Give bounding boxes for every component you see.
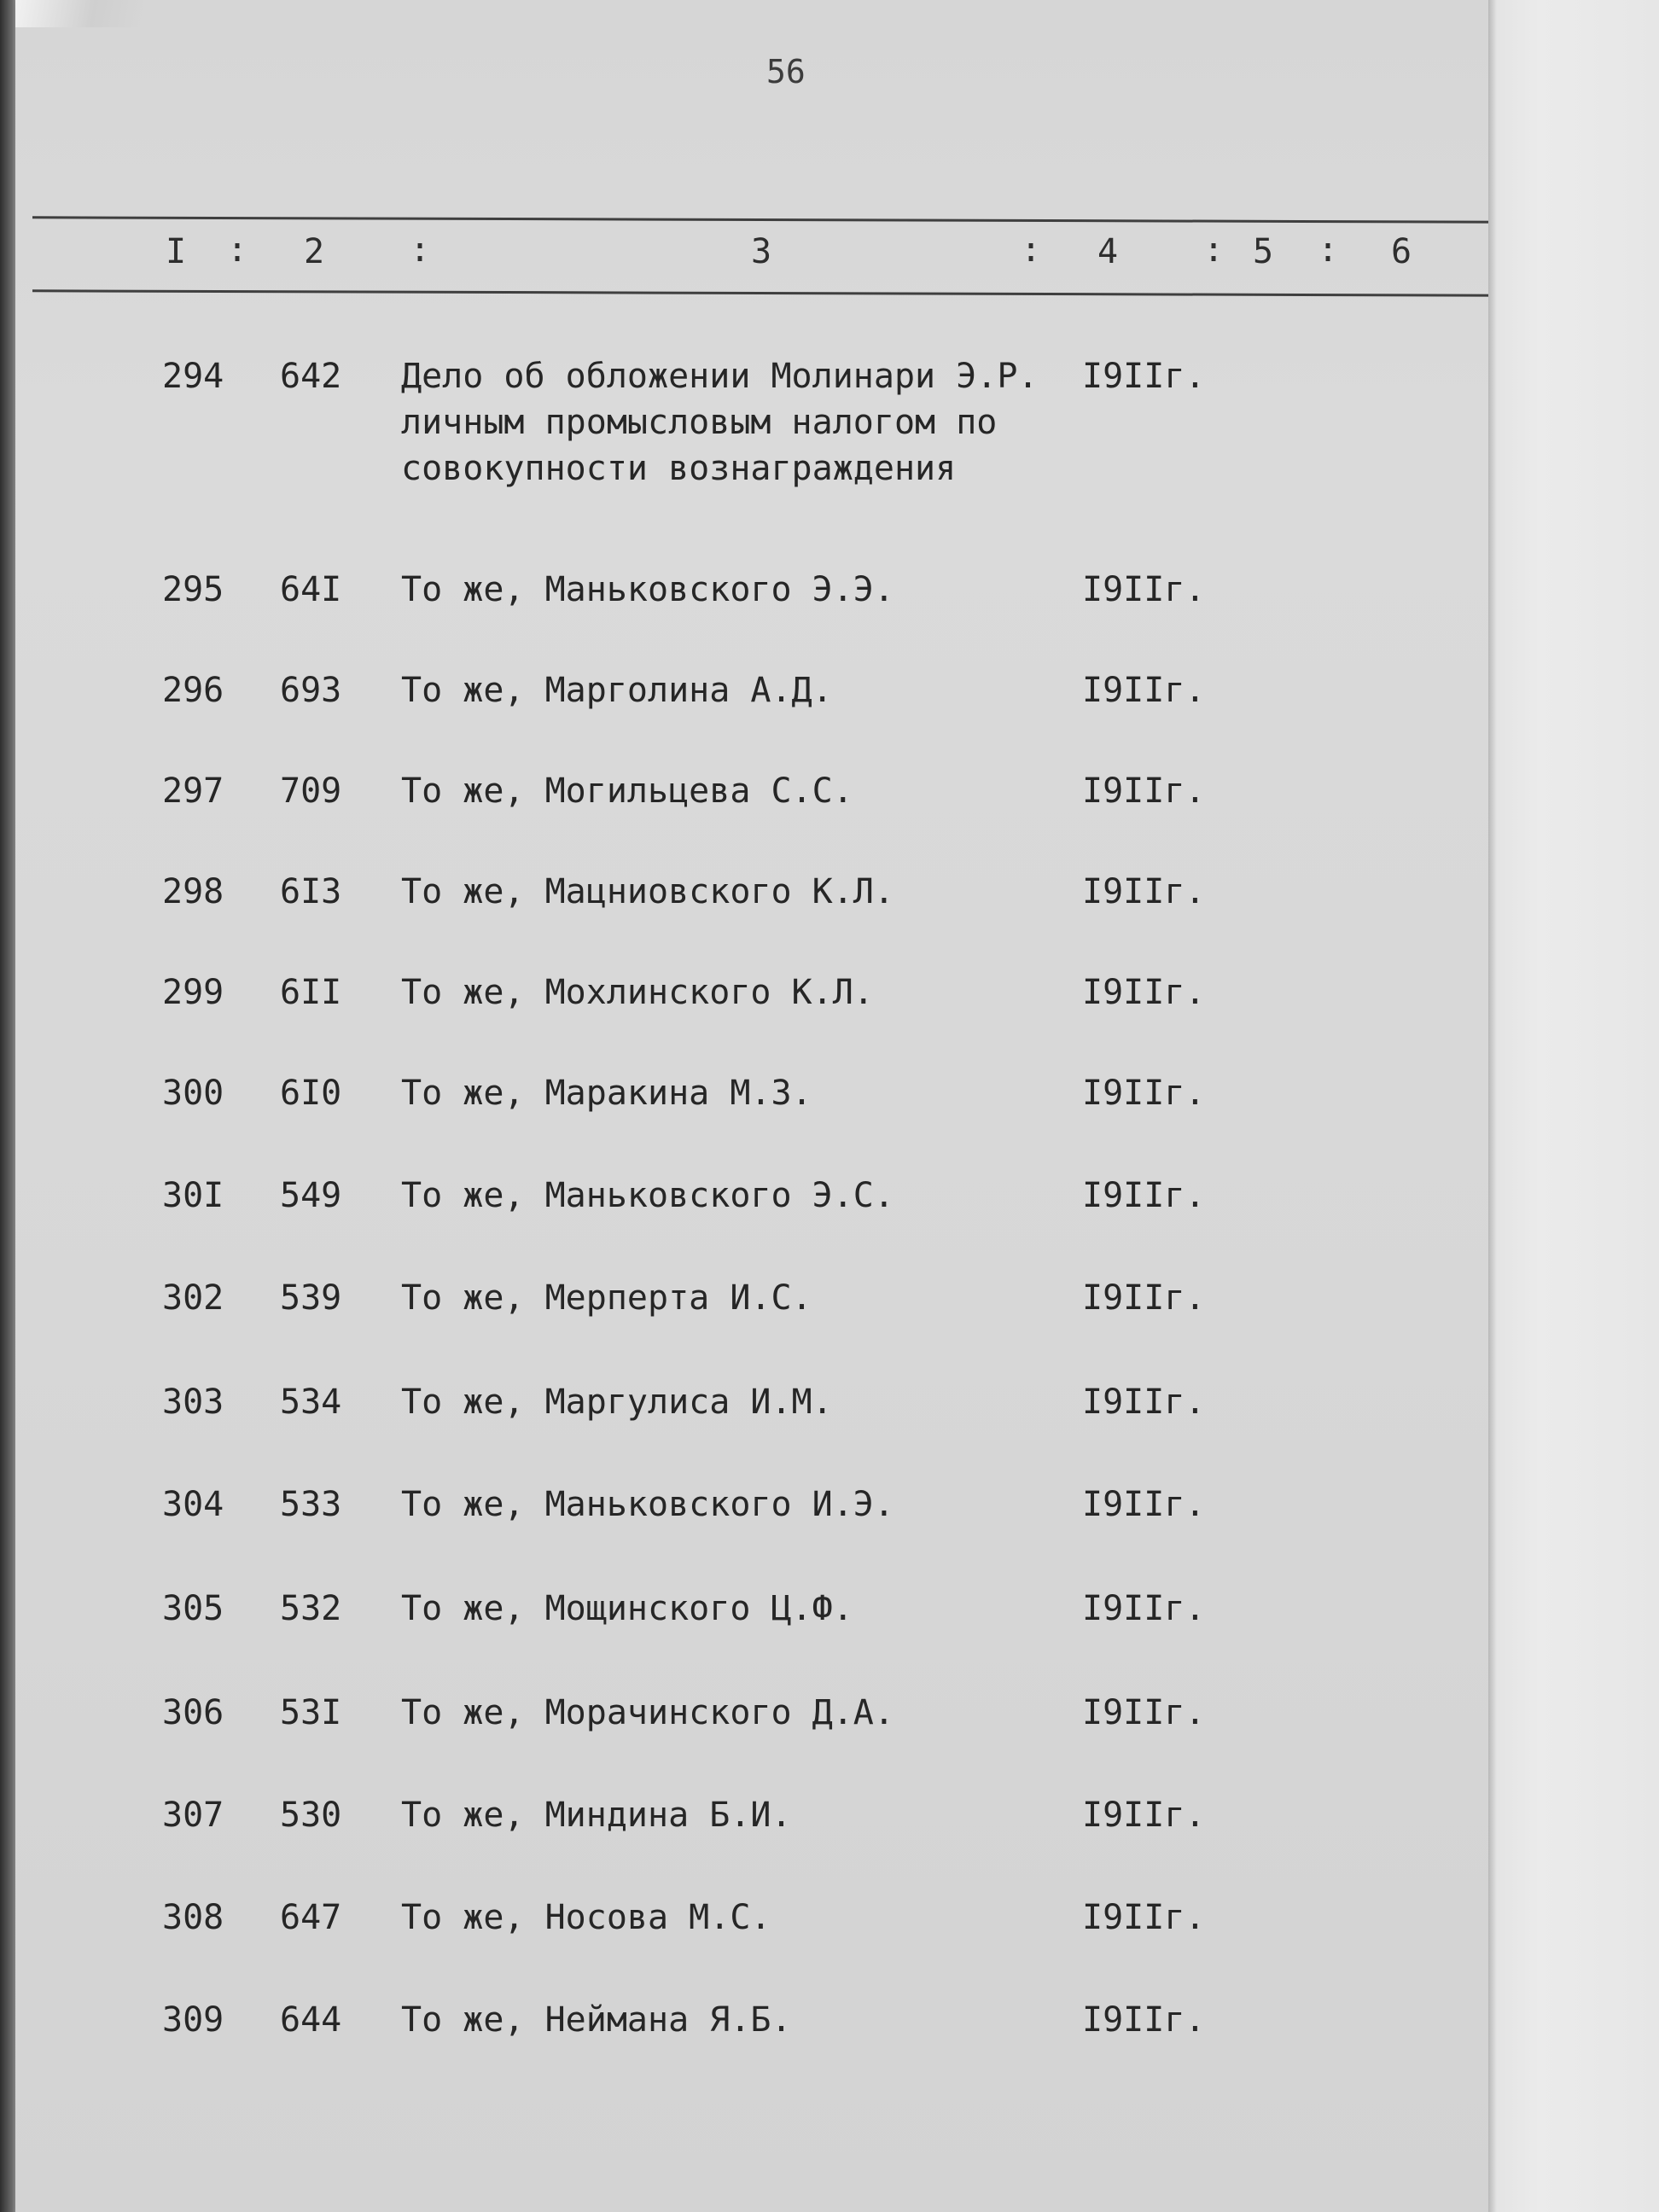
- case-number: 534: [280, 1382, 342, 1422]
- folded-corner: [15, 0, 143, 27]
- case-title: То же, Маньковского И.Э.: [401, 1485, 894, 1524]
- case-title: То же, Могильцева С.С.: [401, 771, 853, 811]
- case-title: То же, Мохлинского К.Л.: [401, 973, 874, 1012]
- column-separator: :: [1318, 230, 1339, 270]
- case-title: То же, Маргулиса И.М.: [401, 1382, 833, 1422]
- case-number: 647: [280, 1898, 342, 1937]
- row-number: 309: [162, 2000, 224, 2040]
- column-header-1: I: [166, 232, 187, 271]
- case-title: То же, Морачинского Д.А.: [401, 1693, 894, 1732]
- case-year: I9IIг.: [1082, 771, 1206, 811]
- page-number: 56: [766, 53, 806, 90]
- row-number: 30I: [162, 1176, 224, 1215]
- row-number: 302: [162, 1278, 224, 1318]
- row-number: 294: [162, 357, 224, 396]
- case-year: I9IIг.: [1082, 357, 1206, 396]
- case-number: 539: [280, 1278, 342, 1318]
- header-bottom-rule: [32, 289, 1504, 296]
- case-title: Дело об обложении Молинари Э.Р. личным промысловым налогом по совокупности вознаграждения: [401, 357, 1039, 488]
- case-year: I9IIг.: [1082, 973, 1206, 1012]
- row-number: 306: [162, 1693, 224, 1732]
- case-number: 644: [280, 2000, 342, 2040]
- column-header-5: 5: [1253, 232, 1274, 271]
- column-separator: :: [410, 230, 431, 270]
- case-year: I9IIг.: [1082, 1278, 1206, 1318]
- column-header-2: 2: [304, 232, 325, 271]
- header-top-rule: [32, 216, 1504, 223]
- case-number: 642: [280, 357, 342, 396]
- case-number: 64I: [280, 570, 342, 609]
- case-number: 549: [280, 1176, 342, 1215]
- case-year: I9IIг.: [1082, 872, 1206, 911]
- case-title: То же, Миндина Б.И.: [401, 1796, 792, 1835]
- row-number: 299: [162, 973, 224, 1012]
- row-number: 298: [162, 872, 224, 911]
- case-number: 53I: [280, 1693, 342, 1732]
- case-title: То же, Маракина М.З.: [401, 1074, 812, 1113]
- case-year: I9IIг.: [1082, 1074, 1206, 1113]
- case-year: I9IIг.: [1082, 570, 1206, 609]
- row-number: 300: [162, 1074, 224, 1113]
- row-number: 304: [162, 1485, 224, 1524]
- case-number: 533: [280, 1485, 342, 1524]
- column-separator: :: [227, 230, 248, 270]
- case-year: I9IIг.: [1082, 671, 1206, 710]
- case-title: То же, Маньковского Э.Э.: [401, 570, 894, 609]
- case-number: 532: [280, 1589, 342, 1628]
- case-year: I9IIг.: [1082, 1382, 1206, 1422]
- page-edge-margin: [1488, 0, 1659, 2212]
- column-separator: :: [1203, 230, 1225, 270]
- row-number: 308: [162, 1898, 224, 1937]
- case-title: То же, Неймана Я.Б.: [401, 2000, 792, 2040]
- case-year: I9IIг.: [1082, 2000, 1206, 2040]
- case-year: I9IIг.: [1082, 1485, 1206, 1524]
- row-number: 297: [162, 771, 224, 811]
- case-title: То же, Маньковского Э.С.: [401, 1176, 894, 1215]
- column-separator: :: [1021, 230, 1042, 270]
- case-number: 6I0: [280, 1074, 342, 1113]
- row-number: 305: [162, 1589, 224, 1628]
- case-title: То же, Носова М.С.: [401, 1898, 771, 1937]
- case-number: 530: [280, 1796, 342, 1835]
- case-number: 709: [280, 771, 342, 811]
- column-header-3: 3: [751, 232, 772, 271]
- row-number: 303: [162, 1382, 224, 1422]
- case-number: 6I3: [280, 872, 342, 911]
- case-number: 693: [280, 671, 342, 710]
- case-title: То же, Марголина А.Д.: [401, 671, 833, 710]
- row-number: 296: [162, 671, 224, 710]
- row-number: 307: [162, 1796, 224, 1835]
- case-year: I9IIг.: [1082, 1898, 1206, 1937]
- case-year: I9IIг.: [1082, 1589, 1206, 1628]
- column-header-6: 6: [1391, 232, 1412, 271]
- column-header-4: 4: [1097, 232, 1119, 271]
- case-title: То же, Мерперта И.С.: [401, 1278, 812, 1318]
- case-number: 6II: [280, 973, 342, 1012]
- case-title: То же, Мощинского Ц.Ф.: [401, 1589, 853, 1628]
- case-title: То же, Мацниовского К.Л.: [401, 872, 894, 911]
- case-year: I9IIг.: [1082, 1693, 1206, 1732]
- paper-sheet: [15, 0, 1488, 2212]
- row-number: 295: [162, 570, 224, 609]
- case-year: I9IIг.: [1082, 1176, 1206, 1215]
- case-year: I9IIг.: [1082, 1796, 1206, 1835]
